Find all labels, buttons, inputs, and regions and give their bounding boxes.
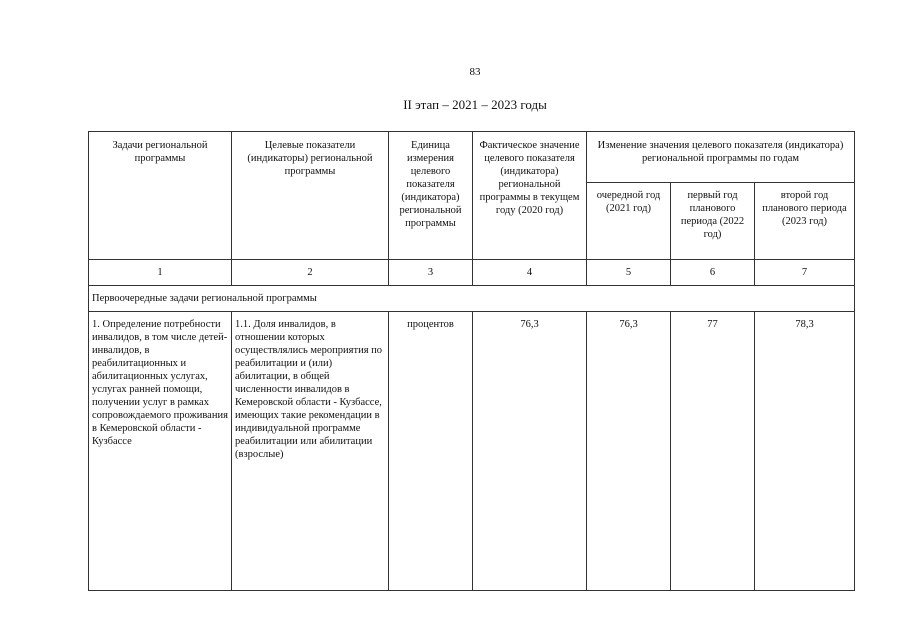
header-row-1 (89, 132, 855, 183)
header-year-2023: второй год планового периода (2023 год) (755, 183, 855, 260)
section-title: Первоочередные задачи региональной программы (89, 286, 855, 312)
section-row (89, 286, 855, 312)
column-number: 1 (89, 260, 232, 286)
column-number: 2 (232, 260, 389, 286)
header-year-2021: очередной год (2021 год) (587, 183, 671, 260)
column-number: 4 (473, 260, 587, 286)
header-indicators: Целевые показатели (индикаторы) региональной программы (232, 132, 389, 260)
table-row (89, 312, 855, 591)
header-change-group: Изменение значения целевого показателя (индикатора) региональной программы по годам (587, 132, 855, 183)
task-cell: 1. Определение потребности инвалидов, в том числе детей-инвалидов, в реабилитационных и абилитационных услугах, услугах ранней помощи, получении услуг в рамках сопровождаемого проживания в Кемеровской области - Кузбассе (89, 312, 232, 591)
header-tasks: Задачи региональной программы (89, 132, 232, 260)
column-number: 3 (389, 260, 473, 286)
indicator-cell: 1.1. Доля инвалидов, в отношении которых осуществлялись мероприятия по реабилитации и (или) абилитации, в общей численности инвалидов в Кемеровской области - Кузбассе, имеющих такие рекомендации в индивидуальной программе реабилитации или абилитации (взрослые) (232, 312, 389, 591)
value-2021-cell: 76,3 (587, 312, 671, 591)
header-actual-value: Фактическое значение целевого показателя (индикатора) региональной программы в текущем году (2020 год) (473, 132, 587, 260)
value-2022-cell: 77 (671, 312, 755, 591)
actual-value-cell: 76,3 (473, 312, 587, 591)
stage-title: II этап – 2021 – 2023 годы (403, 97, 547, 112)
header-unit: Единица измерения целевого показателя (индикатора) региональной программы (389, 132, 473, 260)
page-number: 83 (469, 66, 481, 78)
indicators-table (88, 131, 855, 591)
unit-cell: процентов (389, 312, 473, 591)
column-number: 6 (671, 260, 755, 286)
column-number: 5 (587, 260, 671, 286)
column-number: 7 (755, 260, 855, 286)
value-2023-cell: 78,3 (755, 312, 855, 591)
column-number-row (89, 260, 855, 286)
header-year-2022: первый год планового периода (2022 год) (671, 183, 755, 260)
